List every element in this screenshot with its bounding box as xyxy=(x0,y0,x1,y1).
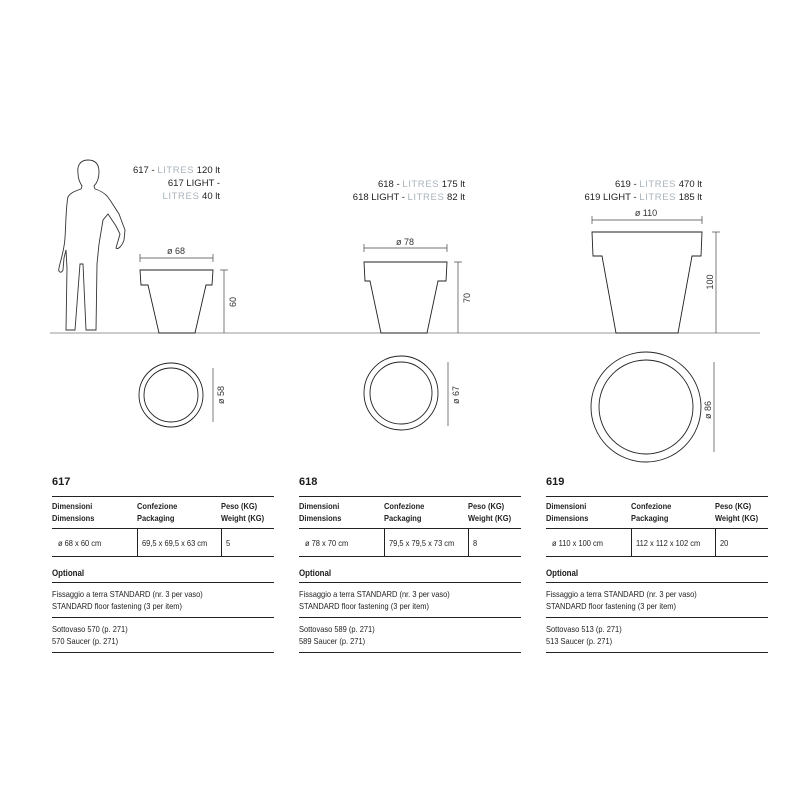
header-dimensions: Dimensioni Dimensions xyxy=(52,501,95,523)
pot-619-base-diameter-label: ø 86 xyxy=(703,400,713,420)
spec-617 xyxy=(52,470,274,653)
caption-618: 618 - LITRES 175 lt 618 LIGHT - LITRES 82 lt xyxy=(352,179,465,203)
pot-618-height-dim xyxy=(454,262,462,333)
cell-packaging: 79,5 x 79,5 x 73 cm xyxy=(384,529,468,556)
cell-dimensions: ø 78 x 70 cm xyxy=(305,537,349,548)
option-saucer: Sottovaso 513 (p. 271) 513 Saucer (p. 271) xyxy=(546,618,768,653)
pot-618-height-label: 70 xyxy=(462,292,472,304)
header-weight: Peso (KG) Weight (KG) xyxy=(468,501,512,523)
cell-weight: 20 xyxy=(715,529,768,556)
pot-618-side-view xyxy=(364,262,447,333)
table-row xyxy=(546,529,768,557)
optional-label: Optional xyxy=(299,568,521,583)
pot-617-top-view-inner xyxy=(144,368,198,422)
model-code: 618 xyxy=(299,476,318,488)
cell-packaging: 112 x 112 x 102 cm xyxy=(631,529,715,556)
caption-617: 617 - LITRES 120 lt 617 LIGHT - LITRES 40 lt xyxy=(132,165,220,202)
pot-617-top-view-outer xyxy=(139,363,203,427)
spec-618 xyxy=(299,470,521,653)
pot-619-top-diameter-label: ø 110 xyxy=(634,208,658,218)
pot-619-side-view xyxy=(592,232,702,333)
header-weight: Peso (KG) Weight (KG) xyxy=(221,501,265,523)
option-saucer: Sottovaso 570 (p. 271) 570 Saucer (p. 271) xyxy=(52,618,274,653)
pot-617-top-diameter-label: ø 68 xyxy=(166,246,186,256)
pot-619-top-view-outer xyxy=(591,352,701,462)
option-saucer: Sottovaso 589 (p. 271) 589 Saucer (p. 271) xyxy=(299,618,521,653)
pot-619-height-label: 100 xyxy=(705,274,715,290)
optional-label: Optional xyxy=(52,568,274,583)
cell-packaging: 69,5 x 69,5 x 63 cm xyxy=(137,529,221,556)
pot-617-side-view xyxy=(140,270,213,333)
header-packaging: Confezione Packaging xyxy=(631,501,672,523)
option-fastening: Fissaggio a terra STANDARD (nr. 3 per vaso) STANDARD floor fastening (3 per item) xyxy=(546,583,768,618)
pot-618-top-diameter-label: ø 78 xyxy=(395,237,415,247)
table-header-row xyxy=(52,496,274,529)
pot-618-base-diameter-label: ø 67 xyxy=(451,385,461,405)
option-fastening: Fissaggio a terra STANDARD (nr. 3 per vaso) STANDARD floor fastening (3 per item) xyxy=(52,583,274,618)
caption-619: 619 - LITRES 470 lt 619 LIGHT - LITRES 185 lt xyxy=(584,179,702,203)
header-dimensions: Dimensioni Dimensions xyxy=(299,501,342,523)
optional-label: Optional xyxy=(546,568,768,583)
header-weight: Peso (KG) Weight (KG) xyxy=(715,501,759,523)
pot-618-top-view-outer xyxy=(364,356,438,430)
spec-619 xyxy=(546,470,768,653)
option-fastening: Fissaggio a terra STANDARD (nr. 3 per vaso) STANDARD floor fastening (3 per item) xyxy=(299,583,521,618)
model-code: 619 xyxy=(546,476,565,488)
table-header-row xyxy=(546,496,768,529)
pot-617-height-label: 60 xyxy=(228,296,238,308)
pot-618-top-view-inner xyxy=(370,362,432,424)
table-header-row xyxy=(299,496,521,529)
cell-dimensions: ø 68 x 60 cm xyxy=(58,537,102,548)
pot-619-top-view-inner xyxy=(599,360,693,454)
header-packaging: Confezione Packaging xyxy=(384,501,425,523)
pot-617-height-dim xyxy=(220,270,228,333)
human-silhouette-icon xyxy=(59,160,125,330)
model-code: 617 xyxy=(52,476,71,488)
table-row xyxy=(52,529,274,557)
table-row xyxy=(299,529,521,557)
pot-617-base-diameter-label: ø 58 xyxy=(216,385,226,405)
cell-weight: 5 xyxy=(221,529,274,556)
header-dimensions: Dimensioni Dimensions xyxy=(546,501,589,523)
header-packaging: Confezione Packaging xyxy=(137,501,178,523)
cell-weight: 8 xyxy=(468,529,521,556)
cell-dimensions: ø 110 x 100 cm xyxy=(552,537,603,548)
